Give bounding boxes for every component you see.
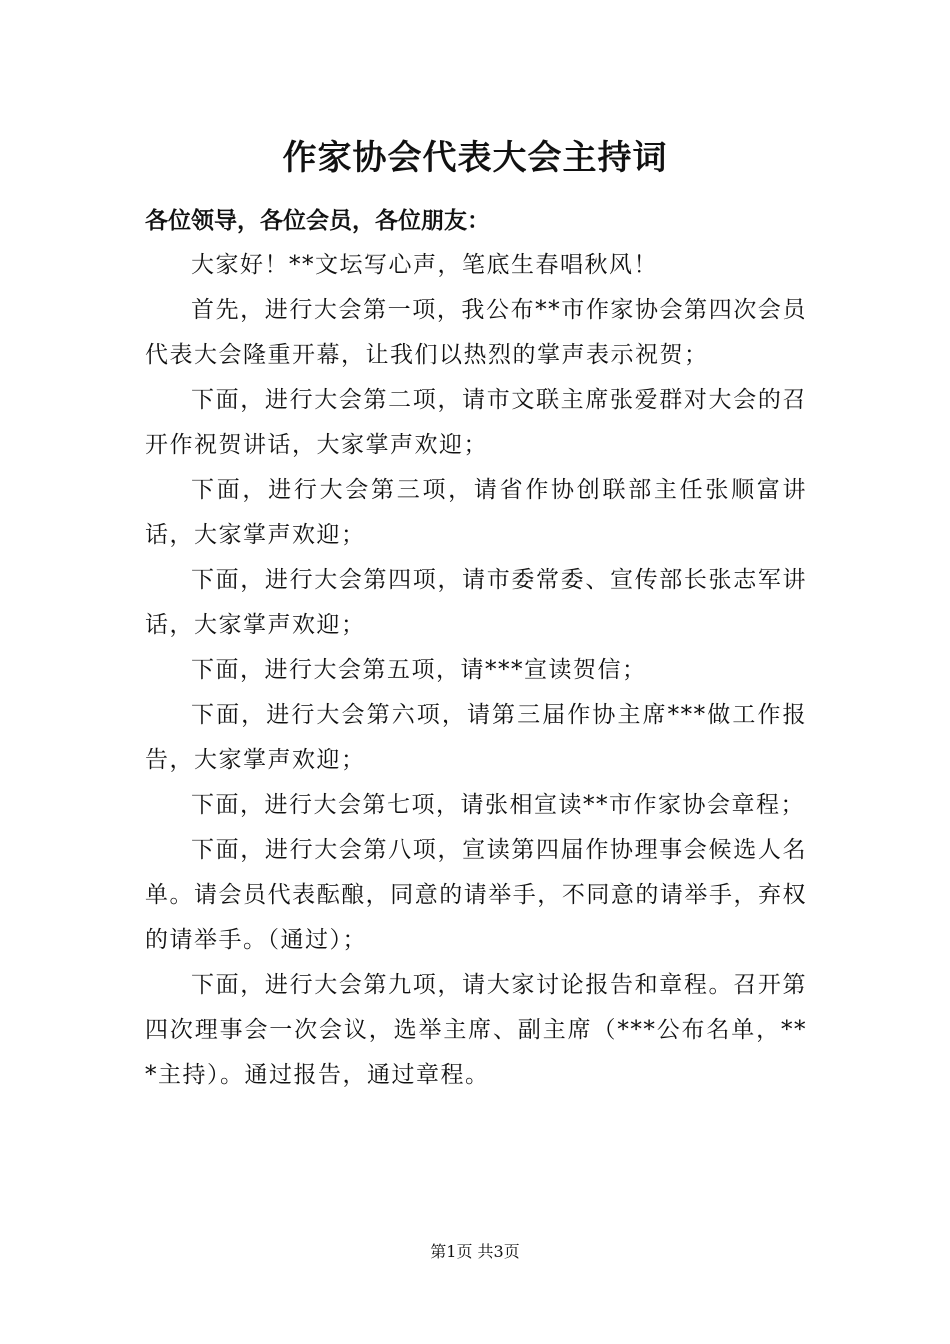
paragraph: 下面，进行大会第二项，请市文联主席张爱群对大会的召开作祝贺讲话，大家掌声欢迎； xyxy=(145,387,807,458)
page-number-footer: 第1页 共3页 xyxy=(430,1242,520,1261)
paragraph: 首先，进行大会第一项，我公布**市作家协会第四次会员代表大会隆重开幕，让我们以热烈的掌声表示祝贺； xyxy=(145,297,807,368)
paragraph: 下面，进行大会第三项，请省作协创联部主任张顺富讲话，大家掌声欢迎； xyxy=(145,477,807,548)
paragraph: 大家好！**文坛写心声，笔底生春唱秋风！ xyxy=(191,252,658,278)
paragraph: 下面，进行大会第七项，请张相宣读**市作家协会章程； xyxy=(191,792,805,818)
document-title: 作家协会代表大会主持词 xyxy=(282,138,668,178)
document-body xyxy=(145,243,807,1098)
salutation: 各位领导，各位会员，各位朋友： xyxy=(145,207,490,234)
paragraph: 下面，进行大会第六项，请第三届作协主席***做工作报告，大家掌声欢迎； xyxy=(145,702,807,773)
paragraph: 下面，进行大会第九项，请大家讨论报告和章程。召开第四次理事会一次会议，选举主席、副主席（***公布名单，***主持）。通过报告，通过章程。 xyxy=(145,972,807,1088)
paragraph: 下面，进行大会第八项，宣读第四届作协理事会候选人名单。请会员代表酝酿，同意的请举手，不同意的请举手，弃权的请举手。（通过）； xyxy=(145,837,807,953)
paragraph: 下面，进行大会第五项，请***宣读贺信； xyxy=(191,657,647,683)
paragraph: 下面，进行大会第四项，请市委常委、宣传部长张志军讲话，大家掌声欢迎； xyxy=(145,567,807,638)
